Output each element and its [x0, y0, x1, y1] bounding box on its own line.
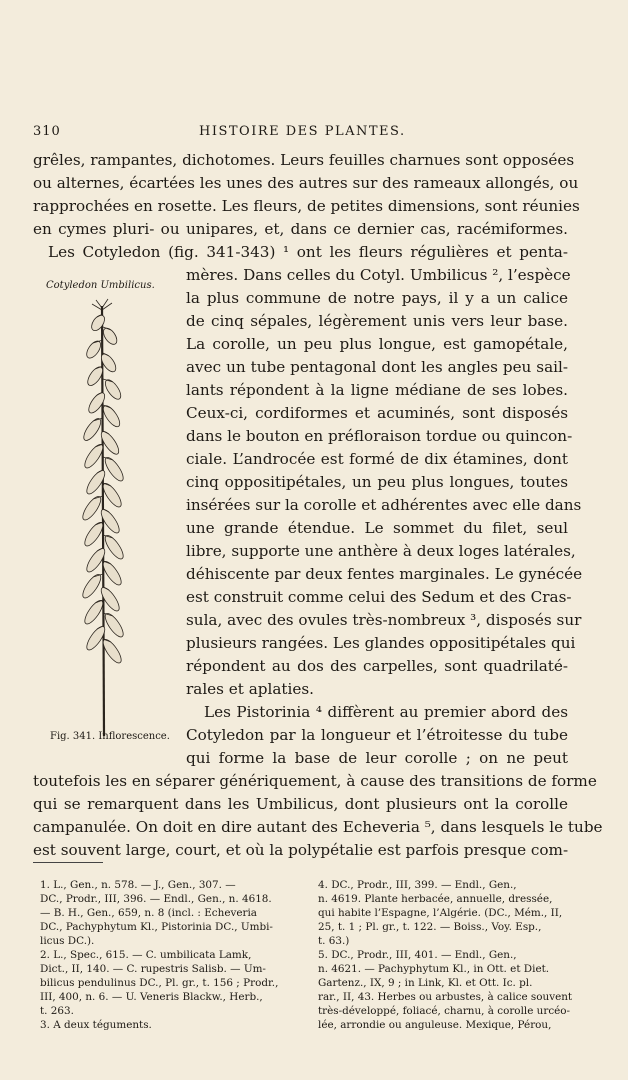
body-line: Les Cotyledon (fig. 341-343) ¹ ont les fleurs régulières et penta-: [48, 243, 568, 261]
flower-sketch: [80, 494, 104, 523]
body-line: grêles, rampantes, dichotomes. Leurs feuilles charnues sont opposées: [33, 151, 575, 169]
inflorescence-illustration: [58, 296, 148, 736]
body-line: une grande étendue. Le sommet du filet, seul: [186, 519, 568, 537]
body-line: toutefois les en séparer génériquement, à cause des transitions de forme: [33, 772, 597, 790]
body-line: dans le bouton en préfloraison tordue ou quincon-: [186, 427, 573, 445]
footnote-left-line: licus DC.).: [40, 935, 95, 947]
body-line: ciale. L’androcée est formé de dix étamines, dont: [186, 450, 568, 468]
footnote-left-line: 1. L., Gen., n. 578. — J., Gen., 307. —: [40, 879, 236, 891]
body-line: Ceux-ci, cordiformes et acuminés, sont disposés: [186, 404, 568, 422]
body-line: avec un tube pentagonal dont les angles peu sail-: [186, 358, 568, 376]
footnote-divider: [33, 862, 103, 863]
footnote-left-line: III, 400, n. 6. — U. Veneris Blackw., Herb.,: [40, 991, 263, 1003]
flower-sketch: [98, 585, 122, 614]
body-line: cinq oppositipétales, un peu plus longues, toutes: [186, 473, 568, 491]
flower-sketch: [98, 507, 122, 536]
body-line: lants répondent à la ligne médiane de ses lobes.: [186, 381, 568, 399]
footnote-left-line: 3. A deux téguments.: [40, 1019, 152, 1031]
body-line: plusieurs rangées. Les glandes oppositipétales qui: [186, 634, 576, 652]
flower-sketch: [102, 533, 126, 562]
footnote-right-line: qui habite l’Espagne, l’Algérie. (DC., Mém., II,: [318, 907, 563, 919]
body-line: ou alternes, écartées les unes des autres sur des rameaux allongés, ou: [33, 174, 579, 192]
flower-sketch: [84, 339, 103, 361]
footnote-right-line: 5. DC., Prodr., III, 401. — Endl., Gen.,: [318, 949, 517, 961]
footnote-left-line: DC., Prodr., III, 396. — Endl., Gen., n. 4618.: [40, 893, 272, 905]
page-header: [33, 124, 568, 144]
footnote-right-line: n. 4621. — Pachyphytum Kl., in Ott. et Diet.: [318, 963, 550, 975]
body-line: en cymes pluri- ou unipares, et, dans ce dernier cas, racémiformes.: [33, 220, 568, 238]
body-line: Les Pistorinia ⁴ diffèrent au premier abord des: [204, 703, 568, 721]
footnote-right-line: très-développé, foliacé, charnu, à corolle urcéo-: [318, 1005, 571, 1017]
footnote-left-line: — B. H., Gen., 659, n. 8 (incl. : Echeveria: [40, 907, 257, 919]
body-line: la plus commune de notre pays, il y a un calice: [186, 289, 568, 307]
body-line: mères. Dans celles du Cotyl. Umbilicus ², l’espèce: [186, 266, 571, 284]
body-line: rales et aplaties.: [186, 680, 314, 698]
footnote-right-line: rar., II, 43. Herbes ou arbustes, à calice souvent: [318, 991, 573, 1003]
footnote-right-line: Gartenz., IX, 9 ; in Link, Kl. et Ott. Ic. pl.: [318, 977, 533, 989]
flower-sketch: [80, 572, 104, 601]
footnote-right-line: 25, t. 1 ; Pl. gr., t. 122. — Boiss., Voy. Esp.,: [318, 921, 542, 933]
flower-sketch: [81, 416, 104, 443]
body-line: répondent au dos des carpelles, sont quadrilaté-: [186, 657, 568, 675]
body-line: de cinq sépales, légèrement unis vers leur base.: [186, 312, 568, 330]
footnote-left-line: bilicus pendulinus DC., Pl. gr., t. 156 ; Prodr.,: [40, 977, 279, 989]
body-line: rapprochées en rosette. Les fleurs, de petites dimensions, sont réunies: [33, 197, 580, 215]
flower-sketch: [100, 403, 122, 429]
footnote-right-line: 4. DC., Prodr., III, 399. — Endl., Gen.,: [318, 879, 517, 891]
body-line: déhiscente par deux fentes marginales. Le gynécée: [186, 565, 583, 583]
flower-sketch: [102, 455, 126, 484]
body-line: est construit comme celui des Sedum et des Cras-: [186, 588, 572, 606]
flower-sketch: [84, 468, 108, 497]
body-line: est souvent large, court, et où la polypétalie est parfois presque com-: [33, 841, 569, 859]
flower-sketch: [82, 598, 106, 627]
body-line: qui forme la base de leur corolle ; on ne peut: [186, 749, 568, 767]
flower-sketch: [102, 377, 123, 401]
body-line: qui se remarquent dans les Umbilicus, dont plusieurs ont la corolle: [33, 795, 568, 813]
footnote-left-line: DC., Pachyphytum Kl., Pistorinia DC., Umbi-: [40, 921, 273, 933]
body-line: campanulée. On doit en dire autant des Echeveria ⁵, dans lesquels le tube: [33, 818, 603, 836]
footnote-left-line: t. 263.: [40, 1005, 74, 1017]
figure-caption-bottom: Fig. 341. Inflorescence.: [50, 731, 170, 742]
flower-sketch: [101, 326, 120, 347]
footnote-right-line: t. 63.): [318, 935, 350, 947]
body-line: libre, supporte une anthère à deux loges latérales,: [186, 542, 576, 560]
body-line: insérées sur la corolle et adhérentes avec elle dans: [186, 496, 582, 514]
footnote-left-line: Dict., II, 140. — C. rupestris Salisb. — Um-: [40, 963, 266, 975]
body-line: La corolle, un peu plus longue, est gamopétale,: [186, 335, 568, 353]
footnote-right-line: lée, arrondie ou anguleuse. Mexique, Pérou,: [318, 1019, 552, 1031]
footnote-left-line: 2. L., Spec., 615. — C. umbilicata Lamk,: [40, 949, 252, 961]
flower-sketch: [102, 611, 126, 640]
body-line: Cotyledon par la longueur et l’étroitesse du tube: [186, 726, 568, 744]
footnote-right-line: n. 4619. Plante herbacée, annuelle, dressée,: [318, 893, 553, 905]
body-line: sula, avec des ovules très-nombreux ³, disposés sur: [186, 611, 582, 629]
running-title: HISTOIRE DES PLANTES.: [199, 124, 406, 139]
page-number: 310: [33, 124, 61, 139]
figure-caption-top: Cotyledon Umbilicus.: [46, 280, 155, 291]
